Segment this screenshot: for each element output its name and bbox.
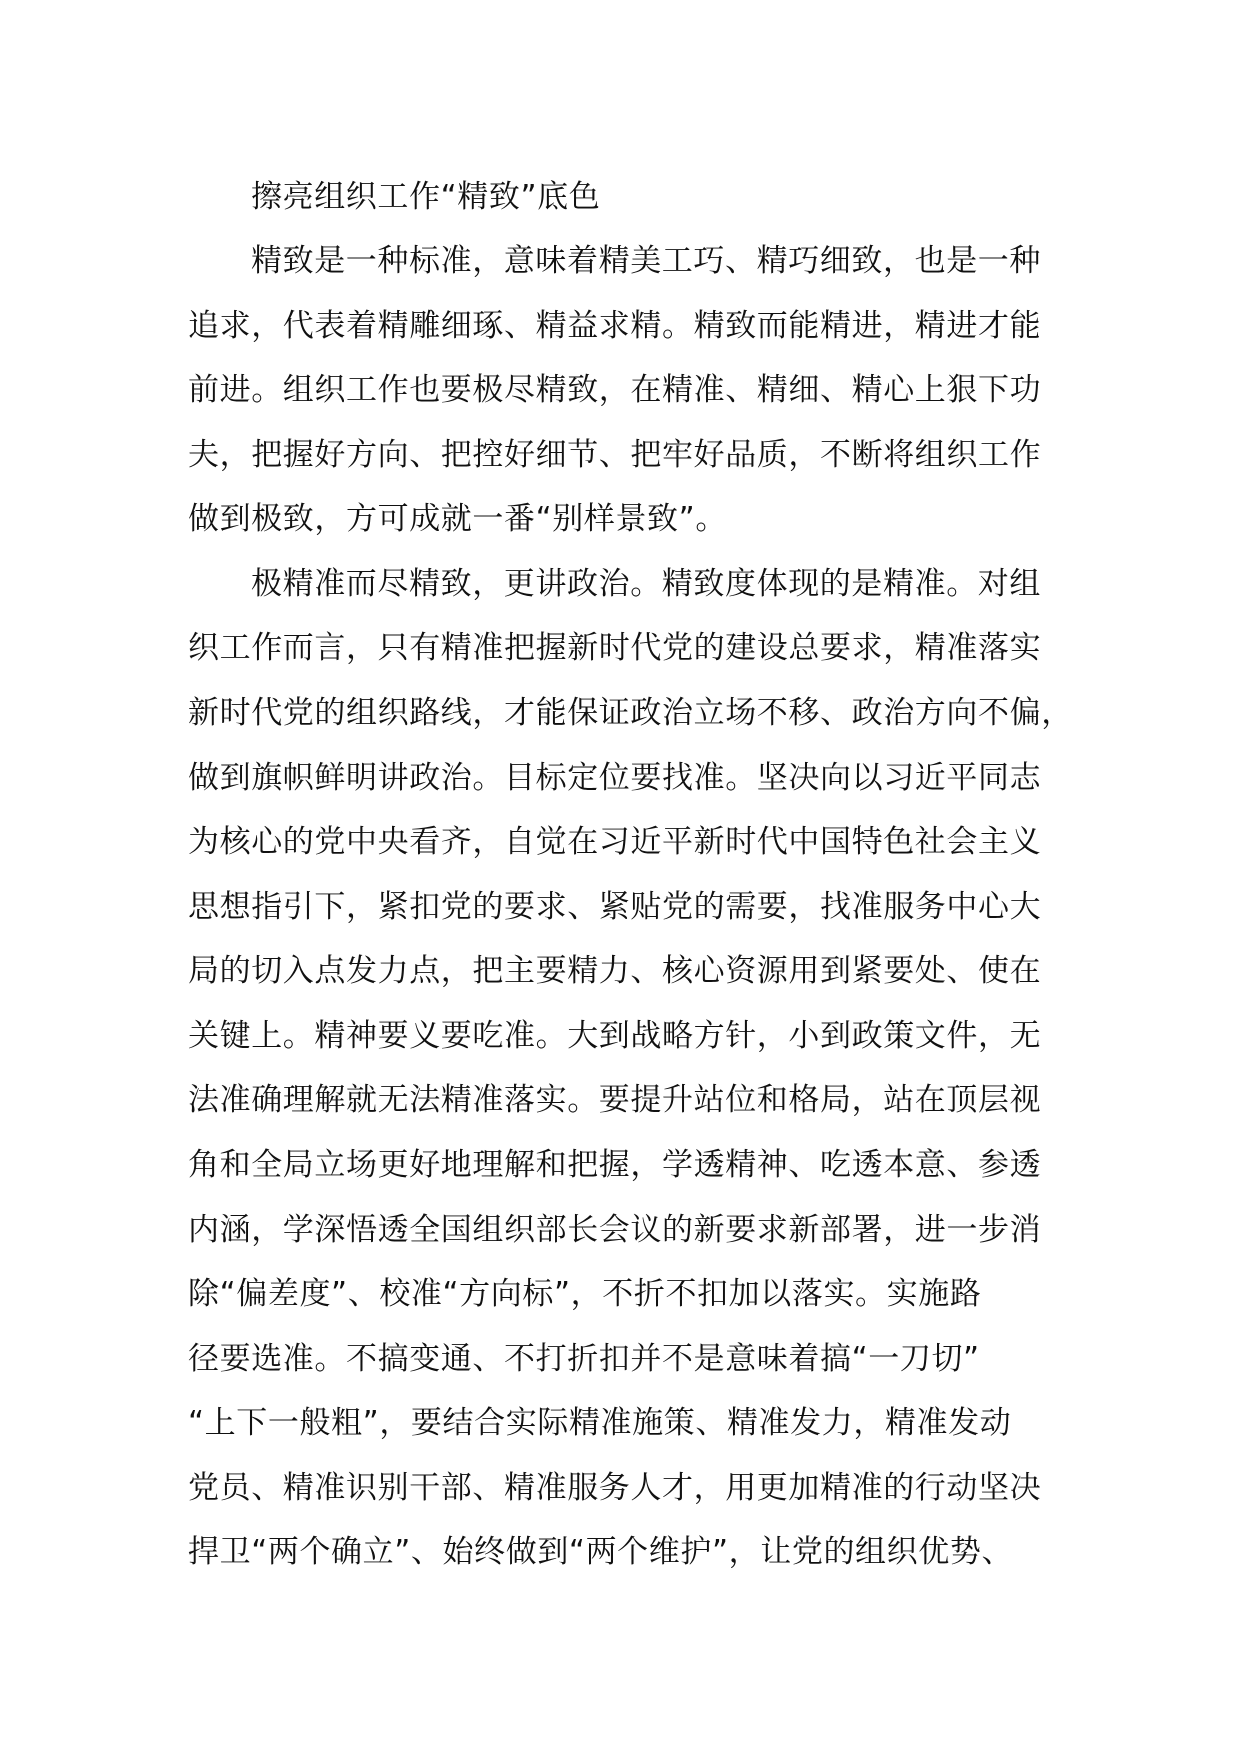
- paragraph-line: 内涵，学深悟透全国组织部长会议的新要求新部署，进一步消: [188, 1212, 1042, 1248]
- paragraph-line: 思想指引下，紧扣党的要求、紧贴党的需要，找准服务中心大: [188, 889, 1042, 925]
- paragraph-line: 极精准而尽精致，更讲政治。精致度体现的是精准。对组: [251, 566, 1041, 602]
- paragraph-line: 局的切入点发力点，把主要精力、核心资源用到紧要处、使在: [188, 953, 1042, 989]
- paragraph-line: 追求，代表着精雕细琢、精益求精。精致而能精进，精进才能: [188, 308, 1042, 344]
- paragraph-line: 做到旗帜鲜明讲政治。目标定位要找准。坚决向以习近平同志: [188, 760, 1042, 796]
- paragraph-line: 除“偏差度”、校准“方向标”，不折不扣加以落实。实施路: [188, 1276, 982, 1312]
- paragraph-line: 新时代党的组织路线，才能保证政治立场不移、政治方向不偏，: [188, 695, 1073, 731]
- paragraph-line: 径要选准。不搞变通、不打折扣并不是意味着搞“一刀切”: [188, 1341, 980, 1377]
- paragraph-line: 精致是一种标准，意味着精美工巧、精巧细致，也是一种: [251, 243, 1041, 279]
- paragraph-line: “上下一般粗”，要结合实际精准施策、精准发力，精准发动: [188, 1405, 1012, 1441]
- paragraph-line: 做到极致，方可成就一番“别样景致”。: [188, 501, 727, 537]
- paragraph-line: 夫，把握好方向、把控好细节、把牢好品质，不断将组织工作: [188, 437, 1042, 473]
- paragraph-line: 关键上。精神要义要吃准。大到战略方针，小到政策文件，无: [188, 1018, 1042, 1054]
- paragraph-line: 法准确理解就无法精准落实。要提升站位和格局，站在顶层视: [188, 1082, 1042, 1118]
- paragraph-line: 角和全局立场更好地理解和把握，学透精神、吃透本意、参透: [188, 1147, 1042, 1183]
- document-title: 擦亮组织工作“精致”底色: [251, 179, 601, 215]
- paragraph-line: 为核心的党中央看齐，自觉在习近平新时代中国特色社会主义: [188, 824, 1042, 860]
- paragraph-line: 党员、精准识别干部、精准服务人才，用更加精准的行动坚决: [188, 1470, 1042, 1506]
- paragraph-line: 捍卫“两个确立”、始终做到“两个维护”，让党的组织优势、: [188, 1534, 1014, 1570]
- paragraph-line: 前进。组织工作也要极尽精致，在精准、精细、精心上狠下功: [188, 372, 1042, 408]
- paragraph-line: 织工作而言，只有精准把握新时代党的建设总要求，精准落实: [188, 630, 1042, 666]
